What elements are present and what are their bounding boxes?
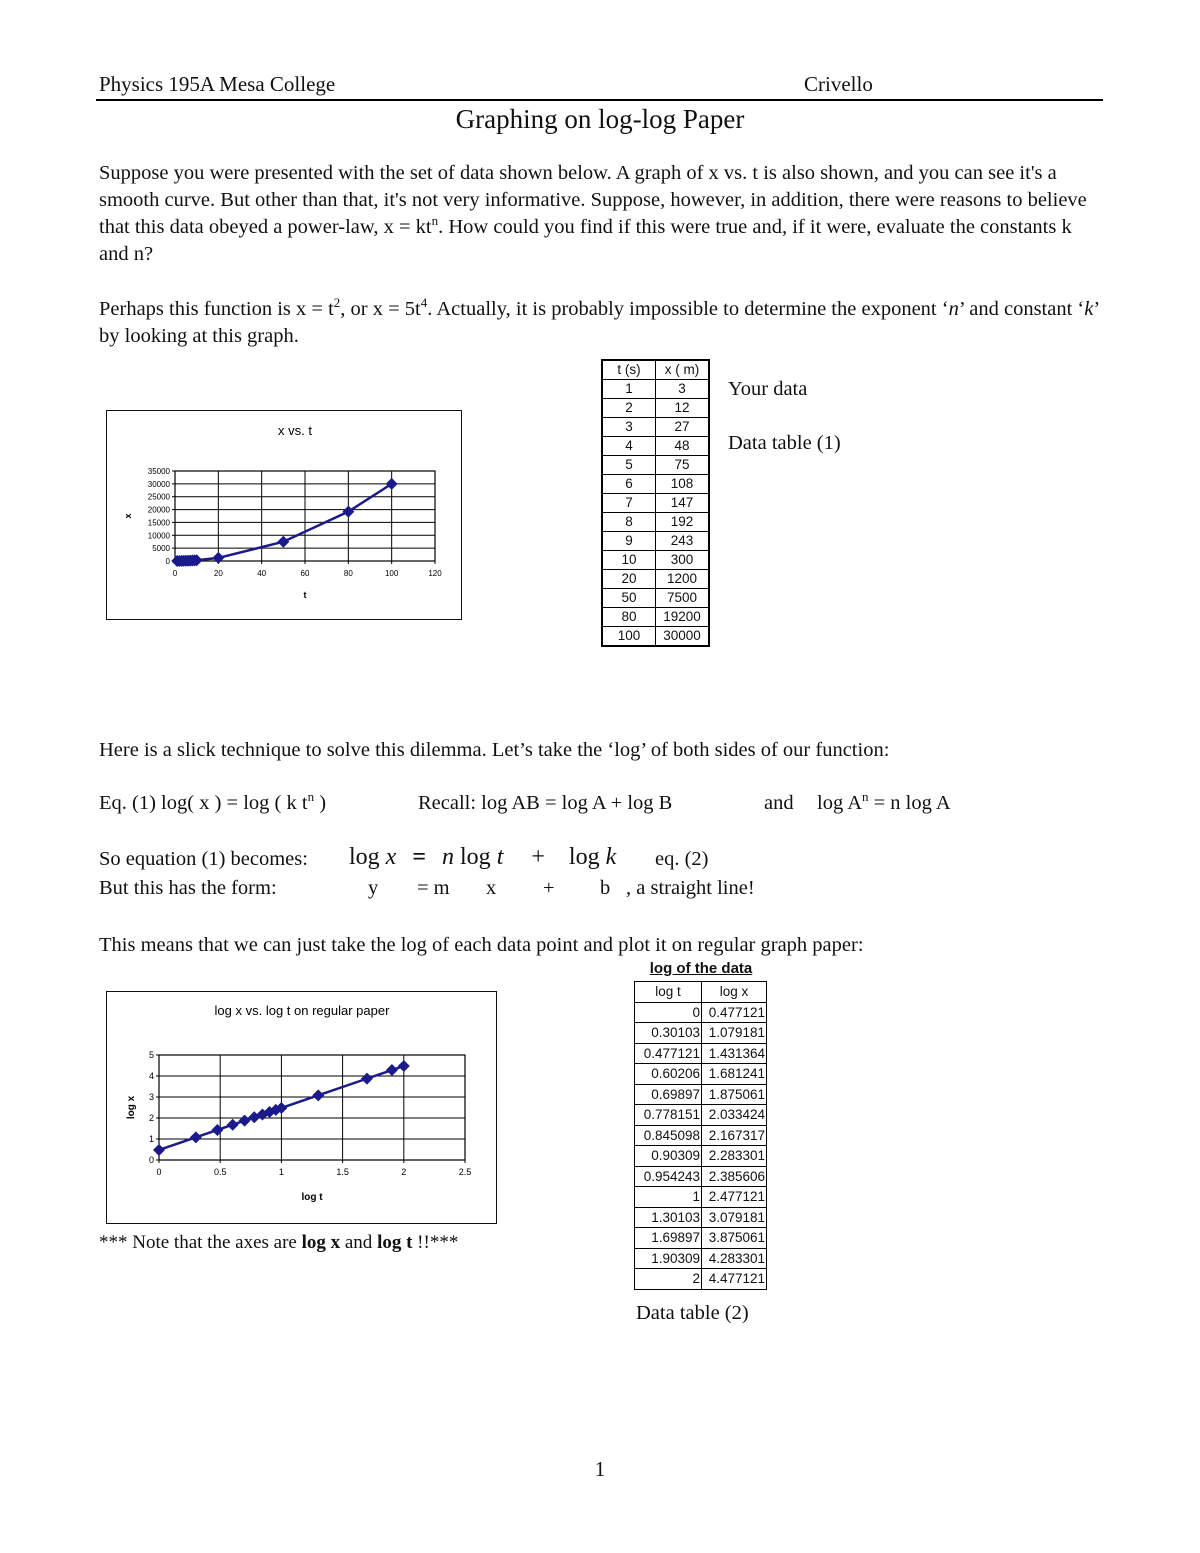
table-cell: 75 [656, 456, 710, 475]
table-row [602, 399, 709, 418]
page-title: Graphing on log-log Paper [455, 104, 745, 134]
data-point [190, 1131, 202, 1143]
table-row [602, 494, 709, 513]
table-cell: 2 [635, 1269, 702, 1290]
table-cell: 100 [602, 627, 656, 647]
table-cell: 108 [656, 475, 710, 494]
form-equals-m: = m [417, 877, 450, 899]
data-table-1-label: Data table (1) [728, 432, 841, 454]
power-rule-end: = n log A [868, 792, 951, 814]
y-tick-label: 0 [165, 557, 170, 566]
table-row [635, 1248, 767, 1269]
data-table-1 [601, 359, 710, 647]
data-point [277, 536, 289, 548]
table-cell: 2.477121 [702, 1187, 767, 1208]
intro2-text-d: ’ and constant ‘ [958, 298, 1085, 320]
y-tick-label: 35000 [147, 467, 170, 476]
table-cell: 1.431364 [702, 1043, 767, 1064]
form-b: b [600, 877, 611, 899]
intro-text-a: Suppose you were presented with the set of data shown below. A graph of x vs. t is also shown, and you can see it's a smooth curve. But other than that, it's not very informative. Suppose, however, in addition, there were reasons to believe that this data obeyed a power-law, x = kt [99, 162, 1087, 238]
course-header: Physics 195A Mesa College [99, 72, 336, 96]
column-header: t (s) [602, 360, 656, 380]
equation-1 [99, 789, 327, 815]
y-tick-label: 1 [148, 1134, 154, 1144]
table-cell: 48 [656, 437, 710, 456]
table-cell: 0.477121 [702, 1002, 767, 1023]
y-tick-label: 15000 [147, 518, 170, 528]
table-row [602, 437, 709, 456]
x-tick-label: 0.5 [213, 1167, 227, 1177]
table-cell: 27 [656, 418, 710, 437]
x-tick-label: 100 [384, 569, 399, 578]
table-row [635, 1105, 767, 1126]
table-cell: 0.90309 [635, 1146, 702, 1167]
page-number: 1 [594, 1457, 606, 1481]
eq2-t: t [496, 844, 504, 870]
table-row [635, 1269, 767, 1290]
x-tick-label: 20 [213, 569, 223, 578]
your-data-label: Your data [728, 378, 808, 400]
recall-power-rule [817, 789, 951, 815]
table-cell: 80 [602, 608, 656, 627]
y-tick-label: 2 [148, 1113, 154, 1123]
table-cell: 1.30103 [635, 1207, 702, 1228]
eq2-reference: eq. (2) [655, 848, 709, 870]
table-cell: 7 [602, 494, 656, 513]
intro2-text-e: ’ by looking at this graph. [99, 298, 1099, 347]
table-row [602, 589, 709, 608]
table-cell: 7500 [656, 589, 710, 608]
table-row [602, 475, 709, 494]
note-text-c: and [340, 1232, 378, 1253]
x-tick-label: 1 [278, 1167, 284, 1177]
data-point [398, 1060, 410, 1072]
table-row [602, 456, 709, 475]
x-axis-label: t [303, 590, 307, 600]
y-tick-label: 10000 [147, 531, 170, 541]
table-cell: 19200 [656, 608, 710, 627]
chart-logx-vs-logt-svg [107, 992, 496, 1223]
plot-area [159, 1055, 465, 1160]
eq1-exponent: n [307, 789, 315, 805]
intro2-text-b: , or x = 5t [340, 298, 421, 320]
form-x: x [486, 877, 497, 899]
y-axis-label: x [123, 513, 133, 519]
y-tick-label: 4 [148, 1071, 154, 1081]
table-cell: 2 [602, 399, 656, 418]
data-point [312, 1089, 324, 1101]
x-tick-label: 2 [401, 1167, 407, 1177]
table-cell: 4.283301 [702, 1248, 767, 1269]
table-cell: 1200 [656, 570, 710, 589]
y-axis-label: log x [126, 1095, 137, 1120]
form-y: y [368, 877, 379, 899]
table-row [635, 1187, 767, 1208]
table-row [602, 532, 709, 551]
table-cell: 5 [602, 456, 656, 475]
table-row [635, 1125, 767, 1146]
table-cell: 0.60206 [635, 1064, 702, 1085]
table-cell: 0.30103 [635, 1023, 702, 1044]
intro-paragraph-2 [99, 296, 1099, 350]
so-label: So equation (1) becomes: [99, 848, 308, 870]
data-point [386, 1064, 398, 1076]
column-header: log x [702, 982, 767, 1003]
table-row [602, 570, 709, 589]
x-tick-label: 0 [156, 1167, 162, 1177]
table-row [635, 1002, 767, 1023]
data-point [239, 1115, 251, 1127]
y-tick-label: 3 [148, 1092, 154, 1102]
italic-n: n [948, 298, 959, 320]
table-cell: 1.681241 [702, 1064, 767, 1085]
x-tick-label: 60 [300, 569, 310, 578]
table-cell: 147 [656, 494, 710, 513]
table-row [635, 1064, 767, 1085]
table-cell: 1.69897 [635, 1228, 702, 1249]
author-header: Crivello [804, 72, 873, 96]
data-point [342, 506, 354, 518]
data-table-2 [634, 981, 767, 1290]
x-tick-label: 80 [343, 569, 353, 578]
table-cell: 2.385606 [702, 1166, 767, 1187]
y-tick-label: 5 [148, 1050, 154, 1060]
table-cell: 20 [602, 570, 656, 589]
table-cell: 6 [602, 475, 656, 494]
table-row [635, 1023, 767, 1044]
exponent-4: 4 [420, 295, 428, 311]
chart-x-vs-t [106, 410, 462, 620]
table-cell: 0.69897 [635, 1084, 702, 1105]
x-axis-label: log t [301, 1192, 323, 1203]
form-plus: + [543, 877, 555, 899]
technique-intro: Here is a slick technique to solve this dilemma. Let’s take the ‘log’ of both sides of our function: [99, 739, 890, 761]
table-cell: 3.079181 [702, 1207, 767, 1228]
chart-title: log x vs. log t on regular paper [214, 1003, 390, 1018]
table-cell: 1 [635, 1187, 702, 1208]
eq2-x: x [385, 844, 397, 870]
data-point [386, 478, 398, 490]
table-cell: 0.477121 [635, 1043, 702, 1064]
recall-and: and [764, 792, 794, 814]
log-table-caption: log of the data [649, 960, 753, 977]
table-cell: 3 [602, 418, 656, 437]
table-row [635, 1084, 767, 1105]
log-plot-intro: This means that we can just take the log of each data point and plot it on regular graph paper: [99, 934, 864, 956]
table-cell: 3 [656, 380, 710, 399]
eq2-n: n [442, 844, 455, 870]
exponent-2: 2 [333, 295, 341, 311]
italic-k: k [1084, 298, 1094, 320]
table-row [635, 1228, 767, 1249]
eq2-log3: log [568, 844, 600, 870]
table-cell: 8 [602, 513, 656, 532]
exponent-n: n [431, 213, 439, 229]
table-row [602, 627, 709, 647]
column-header: x ( m) [656, 360, 710, 380]
table-cell: 1.875061 [702, 1084, 767, 1105]
recall-rule: Recall: log AB = log A + log B [418, 792, 673, 814]
table-cell: 4 [602, 437, 656, 456]
table-header-row [635, 982, 767, 1003]
data-point [153, 1144, 165, 1156]
data-table-2-label: Data table (2) [636, 1302, 749, 1324]
table-cell: 30000 [656, 627, 710, 647]
eq1-end: ) [314, 792, 327, 814]
table-row [635, 1043, 767, 1064]
table-cell: 4.477121 [702, 1269, 767, 1290]
data-point [227, 1119, 239, 1131]
table-row [635, 1166, 767, 1187]
table-header-row [602, 360, 709, 380]
x-tick-label: 40 [257, 569, 267, 578]
intro-paragraph-1 [99, 160, 1099, 268]
eq1-text: Eq. (1) log( x ) = log ( k t [99, 792, 308, 814]
table-cell: 50 [602, 589, 656, 608]
intro2-text-a: Perhaps this function is x = t [99, 298, 334, 320]
column-header: log t [635, 982, 702, 1003]
power-rule-exponent: n [862, 789, 869, 805]
table-cell: 10 [602, 551, 656, 570]
equation-2 [349, 844, 616, 871]
eq2-log2: log [460, 844, 491, 870]
table-cell: 2.033424 [702, 1105, 767, 1126]
x-tick-label: 120 [428, 569, 442, 578]
y-tick-label: 20000 [147, 505, 170, 515]
chart-logx-vs-logt [106, 991, 497, 1224]
note-text-a: *** Note that the axes are [99, 1232, 302, 1253]
y-tick-label: 30000 [147, 479, 170, 489]
axes-note [99, 1232, 458, 1254]
x-tick-label: 0 [172, 569, 178, 578]
table-row [602, 513, 709, 532]
table-row [635, 1146, 767, 1167]
table-cell: 192 [656, 513, 710, 532]
table-cell: 0.845098 [635, 1125, 702, 1146]
y-tick-label: 25000 [147, 492, 170, 502]
y-tick-label: 5000 [152, 544, 170, 554]
data-point [212, 552, 224, 564]
power-rule-text: log A [817, 792, 862, 814]
x-tick-label: 1.5 [336, 1167, 349, 1177]
form-straight-line: , a straight line! [626, 877, 755, 899]
intro-text-b: . How could you find if this were true and, if it were, evaluate the constants k and n? [99, 216, 1072, 265]
table-row [635, 1207, 767, 1228]
table-row [602, 380, 709, 399]
table-cell: 0.954243 [635, 1166, 702, 1187]
eq2-log1: log [349, 844, 380, 870]
table-cell: 300 [656, 551, 710, 570]
table-cell: 243 [656, 532, 710, 551]
table-cell: 1.90309 [635, 1248, 702, 1269]
eq2-equals: = [412, 844, 427, 870]
table-cell: 2.283301 [702, 1146, 767, 1167]
table-row [602, 418, 709, 437]
data-point [361, 1073, 373, 1085]
table-cell: 0.778151 [635, 1105, 702, 1126]
table-row [602, 608, 709, 627]
table-cell: 9 [602, 532, 656, 551]
intro2-text-c: . Actually, it is probably impossible to determine the exponent ‘ [427, 298, 949, 320]
chart-x-vs-t-svg [107, 411, 461, 619]
table-cell: 3.875061 [702, 1228, 767, 1249]
table-cell: 0 [635, 1002, 702, 1023]
chart-title: x vs. t [278, 423, 312, 438]
note-logt: log t [377, 1232, 413, 1253]
eq2-k: k [605, 844, 617, 870]
data-point [211, 1124, 223, 1136]
note-text-e: !!*** [412, 1232, 459, 1253]
table-cell: 12 [656, 399, 710, 418]
table-row [602, 551, 709, 570]
form-label: But this has the form: [99, 877, 277, 899]
header-rule [96, 99, 1103, 101]
table-cell: 2.167317 [702, 1125, 767, 1146]
table-cell: 1 [602, 380, 656, 399]
eq2-plus: + [531, 844, 545, 870]
y-tick-label: 0 [148, 1155, 154, 1165]
x-tick-label: 2.5 [458, 1167, 472, 1177]
table-cell: 1.079181 [702, 1023, 767, 1044]
note-logx: log x [301, 1232, 341, 1253]
